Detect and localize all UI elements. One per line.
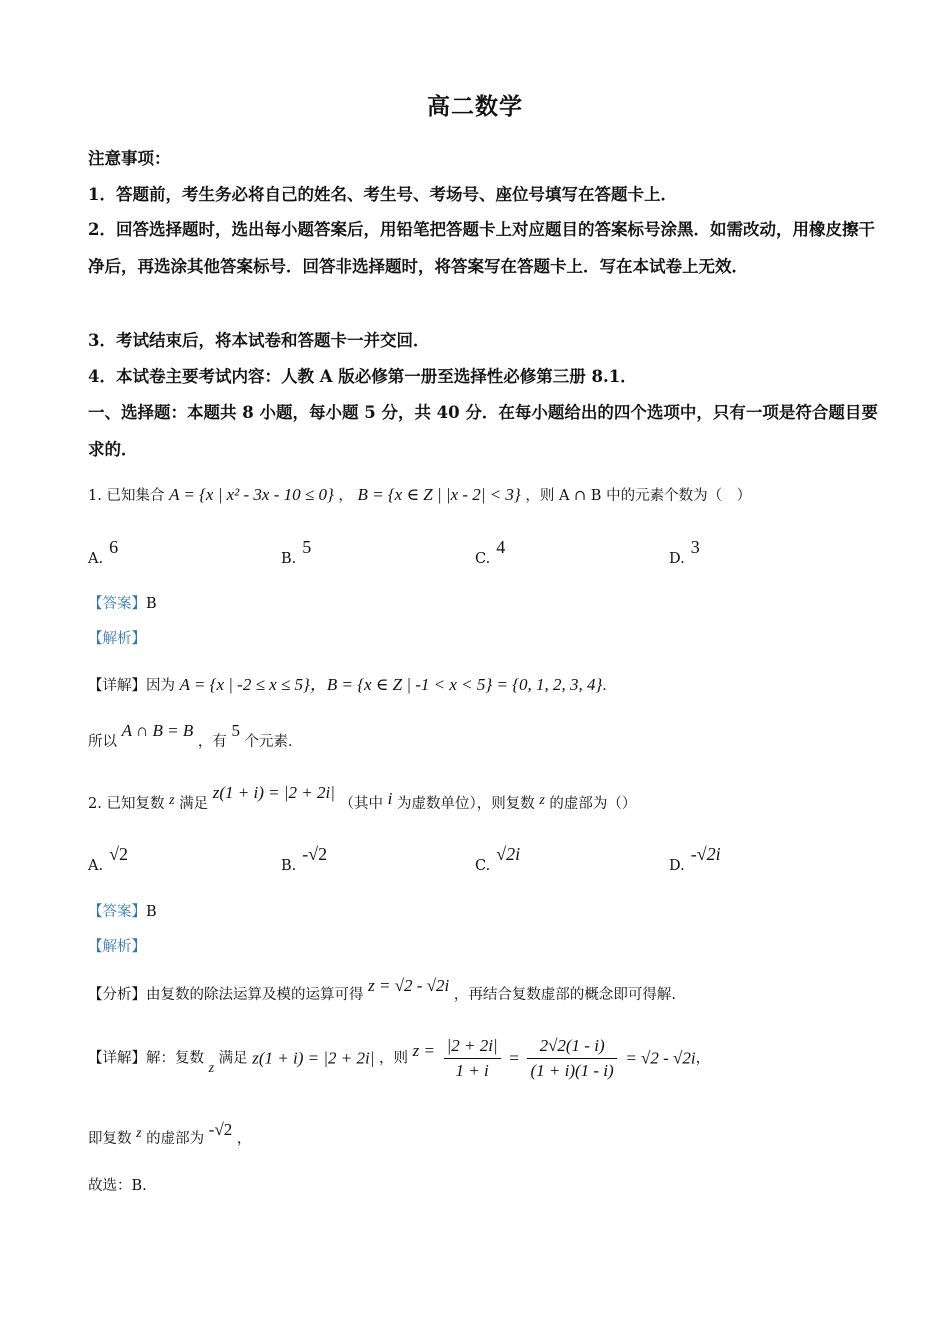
q2-detail-comma: ， <box>695 1050 711 1067</box>
q1-suffix: ，则 A ∩ B 中的元素个数为（ ） <box>525 488 752 504</box>
q2-final-answer: 故选：B. <box>88 1178 147 1194</box>
q2-fraction-1-den: 1 + i <box>455 1061 489 1080</box>
q2-z2: z <box>539 793 545 808</box>
q2-detail-then: ，则 <box>379 1050 409 1067</box>
q2-fraction-2-den: (1 + i)(1 - i) <box>530 1061 614 1080</box>
q2-fraction-1 <box>444 1034 501 1083</box>
q2-detail-tag: 【详解】 <box>88 1050 146 1067</box>
q2-detail-z-eq: z = <box>412 1040 435 1060</box>
notes-item-4: 4．本试卷主要考试内容：人教 A 版必修第一册至选择性必修第三册 8.1． <box>88 367 637 386</box>
q1-option-b: B.5 <box>281 537 312 567</box>
notes-item-1: 1．答题前，考生务必将自己的姓名、考生号、考场号、座位号填写在答题卡上． <box>88 185 677 204</box>
q1-conclusion-num: 5 <box>231 721 240 740</box>
q2-suffix: 的虚部为（） <box>549 796 637 812</box>
q1-analysis <box>88 628 146 650</box>
q2-answer-tag: 【答案】 <box>88 904 146 920</box>
q1-option-c: C.4 <box>475 537 506 567</box>
q2-detail-result: = √2 - √2i <box>625 1048 696 1068</box>
q2-option-b: B.-√2 <box>281 844 328 874</box>
q2-option-c: C.√2i <box>475 844 521 874</box>
q1-analysis-tag: 【解析】 <box>88 631 146 647</box>
question-2 <box>88 783 637 816</box>
q1-conclusion-post: 个元素． <box>244 734 303 750</box>
section-heading: 一、选择题：本题共 8 小题，每小题 5 分，共 40 分．在每小题给出的四个选项中，只有一项是符合题目要求的． <box>88 403 878 459</box>
q2-satisfy: 满足 <box>179 796 209 812</box>
q1-detail-tag: 【详解】 <box>88 678 146 694</box>
q2-detail-pre: 解：复数 <box>146 1050 204 1067</box>
q1-sep: ， <box>338 488 353 504</box>
notes-heading: 注意事项： <box>88 149 171 168</box>
q2-imag-part <box>88 1120 252 1151</box>
q2-option-d: D.-√2i <box>669 844 721 874</box>
q1-conclusion-math: A ∩ B = B <box>121 721 194 740</box>
q2-imag-pre: 即复数 <box>88 1131 132 1147</box>
q1-option-d: D.3 <box>669 537 700 567</box>
q2-fenxi <box>88 976 676 1006</box>
page-title: 高二数学 <box>427 93 523 120</box>
q2-answer <box>88 901 157 923</box>
notes-item-2: 2．回答选择题时，选出每小题答案后，用铅笔把答题卡上对应题目的答案标号涂黑．如需改动，用橡皮擦干净后，再选涂其他答案标号．回答非选择题时，将答案写在答题卡上．写在本试卷上无效． <box>88 220 875 276</box>
q2-fraction-2 <box>527 1034 616 1083</box>
q2-analysis <box>88 936 146 958</box>
q1-detail-math: A = {x | -2 ≤ x ≤ 5}，B = {x ∈ Z | -1 < x < 5} = {0, 1, 2, 3, 4} <box>179 675 603 694</box>
q2-imag-z: z <box>136 1126 142 1141</box>
q2-option-a: A.√2 <box>88 844 128 874</box>
q2-answer-value: B <box>146 904 157 920</box>
q1-option-a: A.6 <box>88 537 119 567</box>
notes-item-3: 3．考试结束后，将本试卷和答题卡一并交回． <box>88 331 430 350</box>
q2-fenxi-tag: 【分析】 <box>88 987 146 1003</box>
q1-detail <box>88 674 617 697</box>
q1-set-b: B = {x ∈ Z | |x - 2| < 3} <box>357 485 521 504</box>
q2-mid2: 为虚数单位），则复数 <box>396 796 535 812</box>
q1-conclusion-pre: 所以 <box>88 734 117 750</box>
q2-fenxi-math: z = √2 - √2i <box>368 976 450 995</box>
q1-answer-value: B <box>146 596 157 612</box>
q1-detail-end: ． <box>602 678 617 694</box>
q2-mid: （其中 <box>339 796 383 812</box>
q2-prefix: 2. 已知复数 <box>88 796 165 812</box>
q2-equation: z(1 + i) = |2 + 2i| <box>212 783 335 802</box>
question-1 <box>88 484 751 507</box>
q1-answer-tag: 【答案】 <box>88 596 146 612</box>
q2-z: z <box>169 793 175 808</box>
q2-fraction-1-num: |2 + 2i| <box>444 1034 501 1059</box>
q2-detail-z: z <box>208 1060 215 1076</box>
q2-i: i <box>387 789 393 808</box>
q2-fenxi-post: ，再结合复数虚部的概念即可得解. <box>453 987 676 1003</box>
q2-imag-mid: 的虚部为 <box>146 1131 205 1147</box>
q1-conclusion <box>88 721 303 753</box>
q1-answer <box>88 593 157 615</box>
q2-fenxi-pre: 由复数的除法运算及模的运算可得 <box>146 987 364 1003</box>
q2-fraction-2-num: 2√2(1 - i) <box>527 1034 616 1059</box>
q2-detail-satisfy: 满足 <box>218 1050 248 1067</box>
q2-imag-end: ， <box>236 1131 252 1147</box>
q2-detail: 【详解】解：复数 z 满足 z(1 + i) = |2 + 2i| ，则 z = $\frac{|2 + 2i|}{1 + i}$ = $\frac{2√2(1 - i)}{(1 + i)(1 - i)}$ = √2 - √2i， <box>88 1034 710 1083</box>
q1-detail-text: 因为 <box>146 678 175 694</box>
q2-imag-val: -√2 <box>208 1120 233 1139</box>
q2-analysis-tag: 【解析】 <box>88 939 146 955</box>
q1-conclusion-mid: ，有 <box>197 734 227 750</box>
q1-set-a: A = {x | x² - 3x - 10 ≤ 0} <box>169 485 334 504</box>
q2-detail-eq: z(1 + i) = |2 + 2i| <box>252 1048 375 1068</box>
q1-prefix: 1. 已知集合 <box>88 488 165 504</box>
